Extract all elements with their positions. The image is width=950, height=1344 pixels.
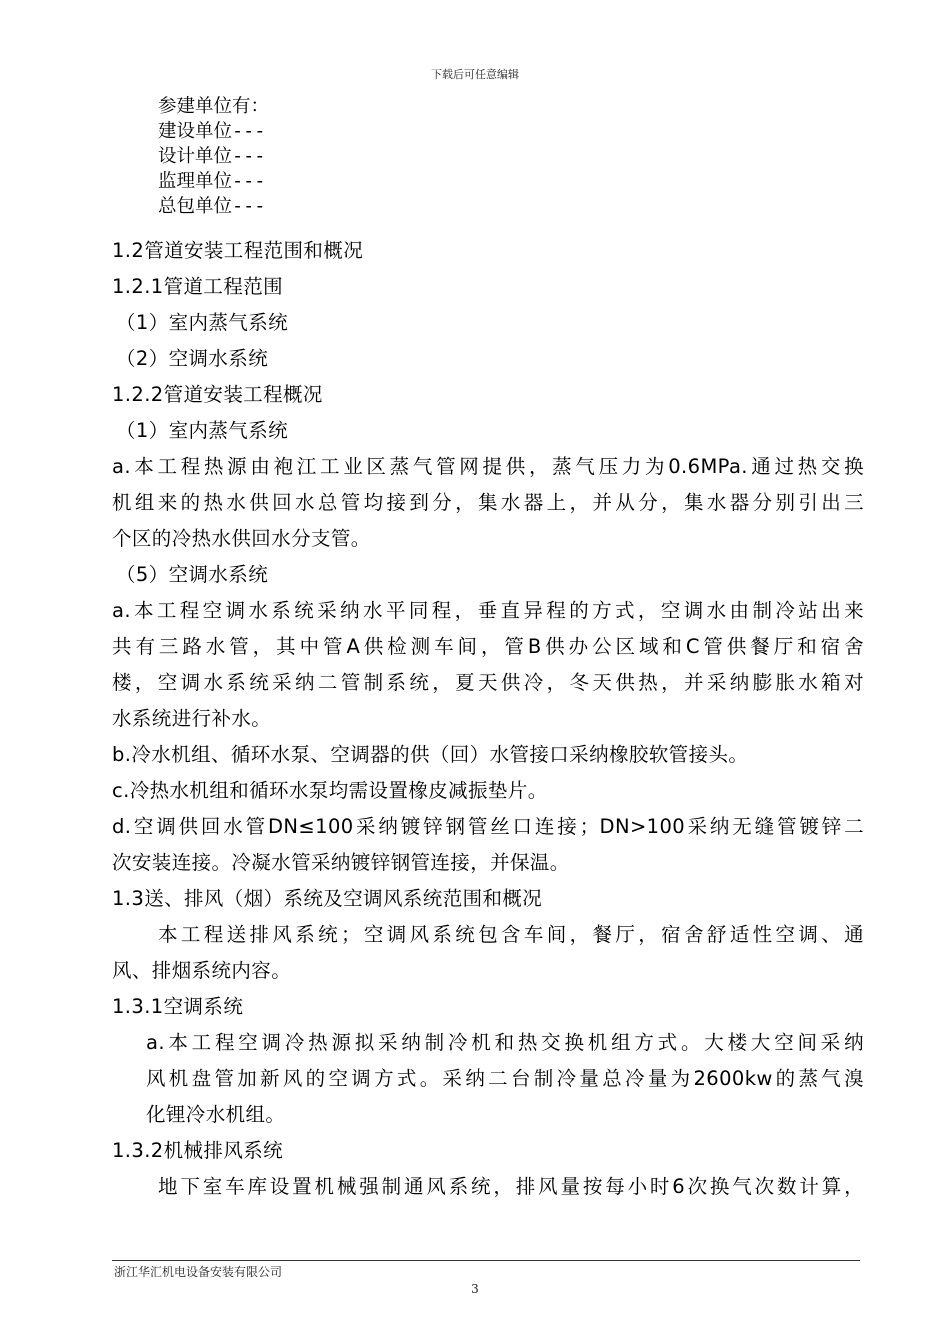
paragraph-line: 个区的冷热水供回水分支管。 xyxy=(112,527,371,550)
page-header-note: 下载后可任意编辑 xyxy=(431,68,519,81)
paragraph-line: b.冷水机组、循环水泵、空调器的供（回）水管接口采纳橡胶软管接头。 xyxy=(112,743,749,766)
paragraph-line: 地下室车库设置机械强制通风系统，排风量按每小时6次换气次数计算， xyxy=(158,1175,864,1198)
footer-divider xyxy=(112,1260,860,1261)
unit-item: 建设单位--- xyxy=(158,121,266,142)
overview-item-heading: （1）室内蒸气系统 xyxy=(116,419,289,442)
section-heading-1-2-2: 1.2.2管道安装工程概况 xyxy=(112,383,323,406)
paragraph-line: a.本工程空调水系统采纳水平同程，垂直异程的方式，空调水由制冷站出来 xyxy=(112,599,864,622)
paragraph-line: a.本工程空调冷热源拟采纳制冷机和热交换机组方式。大楼大空间采纳 xyxy=(146,1031,864,1054)
paragraph-line: d.空调供回水管DN≤100采纳镀锌钢管丝口连接；DN>100采纳无缝管镀锌二 xyxy=(112,815,864,838)
overview-item-heading: （5）空调水系统 xyxy=(116,563,269,586)
section-heading-1-2: 1.2管道安装工程范围和概况 xyxy=(112,239,364,262)
footer-company-name: 浙江华汇机电设备安装有限公司 xyxy=(114,1265,283,1279)
unit-item: 设计单位--- xyxy=(158,146,266,167)
paragraph-line: 机组来的热水供回水总管均接到分，集水器上，并从分，集水器分别引出三 xyxy=(112,491,864,514)
unit-item: 监理单位--- xyxy=(158,171,266,192)
paragraph-line: 楼，空调水系统采纳二管制系统，夏天供冷，冬天供热，并采纳膨胀水箱对 xyxy=(112,671,864,694)
paragraph-line: 水系统进行补水。 xyxy=(112,707,272,730)
paragraph-line: 次安装连接。冷凝水管采纳镀锌钢管连接，并保温。 xyxy=(112,851,570,874)
units-title: 参建单位有： xyxy=(158,96,270,117)
section-heading-1-3-1: 1.3.1空调系统 xyxy=(112,995,244,1018)
participating-units-block xyxy=(158,92,864,233)
page-number: 3 xyxy=(471,1282,479,1296)
range-item: （1）室内蒸气系统 xyxy=(116,311,289,334)
section-heading-1-2-1: 1.2.1管道工程范围 xyxy=(112,275,284,298)
unit-item: 总包单位--- xyxy=(158,196,266,217)
paragraph-line: 风机盘管加新风的空调方式。采纳二台制冷量总冷量为2600kw的蒸气溴 xyxy=(146,1067,864,1090)
section-heading-1-3-2: 1.3.2机械排风系统 xyxy=(112,1139,284,1162)
paragraph-line: c.冷热水机组和循环水泵均需设置橡皮减振垫片。 xyxy=(112,779,548,802)
paragraph-line: 风、排烟系统内容。 xyxy=(112,959,292,982)
paragraph-line: 化锂冷水机组。 xyxy=(146,1103,286,1126)
document-body xyxy=(112,92,864,1205)
paragraph-line: a.本工程热源由袍江工业区蒸气管网提供，蒸气压力为0.6MPa.通过热交换 xyxy=(112,455,864,478)
section-heading-1-3: 1.3送、排风（烟）系统及空调风系统范围和概况 xyxy=(112,887,543,910)
range-item: （2）空调水系统 xyxy=(116,347,269,370)
paragraph-line: 本工程送排风系统；空调风系统包含车间，餐厅，宿舍舒适性空调、通 xyxy=(158,923,864,946)
paragraph-line: 共有三路水管，其中管A供检测车间，管B供办公区域和C管供餐厅和宿舍 xyxy=(112,635,864,658)
